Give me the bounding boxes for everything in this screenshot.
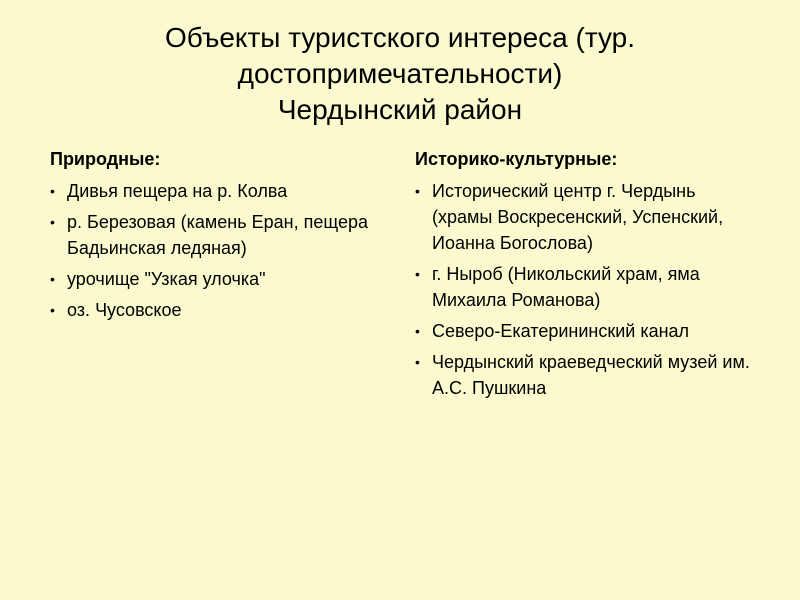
- historical-list: [415, 178, 760, 401]
- slide-title: [40, 20, 760, 128]
- list-item: [50, 209, 395, 261]
- list-item: [415, 178, 760, 256]
- title-line-2: достопримечательности): [237, 58, 563, 89]
- bullet-icon: •: [415, 266, 420, 282]
- historical-column: [415, 148, 760, 406]
- bullet-icon: •: [50, 271, 55, 287]
- list-item-text: г. Ныроб (Никольский храм, яма Михаила Романова): [432, 264, 700, 310]
- title-line-3: Чердынский район: [277, 94, 523, 125]
- list-item-text: Дивья пещера на р. Колва: [67, 181, 288, 201]
- natural-column: [50, 148, 395, 328]
- historical-heading: Историко-культурные:: [415, 149, 618, 169]
- list-item: [415, 261, 760, 313]
- list-item-text: урочище "Узкая улочка": [67, 269, 266, 289]
- bullet-icon: •: [50, 214, 55, 230]
- list-item: [50, 297, 395, 323]
- list-item: [50, 266, 395, 292]
- bullet-icon: •: [415, 323, 420, 339]
- bullet-icon: •: [415, 183, 420, 199]
- natural-heading: Природные:: [50, 149, 161, 169]
- bullet-icon: •: [50, 183, 55, 199]
- list-item-text: оз. Чусовское: [67, 300, 182, 320]
- list-item-text: Исторический центр г. Чердынь (храмы Воскресенский, Успенский, Иоанна Богослова): [432, 181, 724, 253]
- bullet-icon: •: [415, 354, 420, 370]
- list-item: [415, 349, 760, 401]
- list-item-text: Чердынский краеведческий музей им. А.С. Пушкина: [432, 352, 750, 398]
- list-item: [50, 178, 395, 204]
- list-item-text: Северо-Екатерининский канал: [432, 321, 690, 341]
- natural-list: [50, 178, 395, 323]
- list-item: [415, 318, 760, 344]
- title-line-1: Объекты туристского интереса (тур.: [164, 22, 636, 53]
- bullet-icon: •: [50, 302, 55, 318]
- list-item-text: р. Березовая (камень Еран, пещера Бадьинская ледяная): [67, 212, 368, 258]
